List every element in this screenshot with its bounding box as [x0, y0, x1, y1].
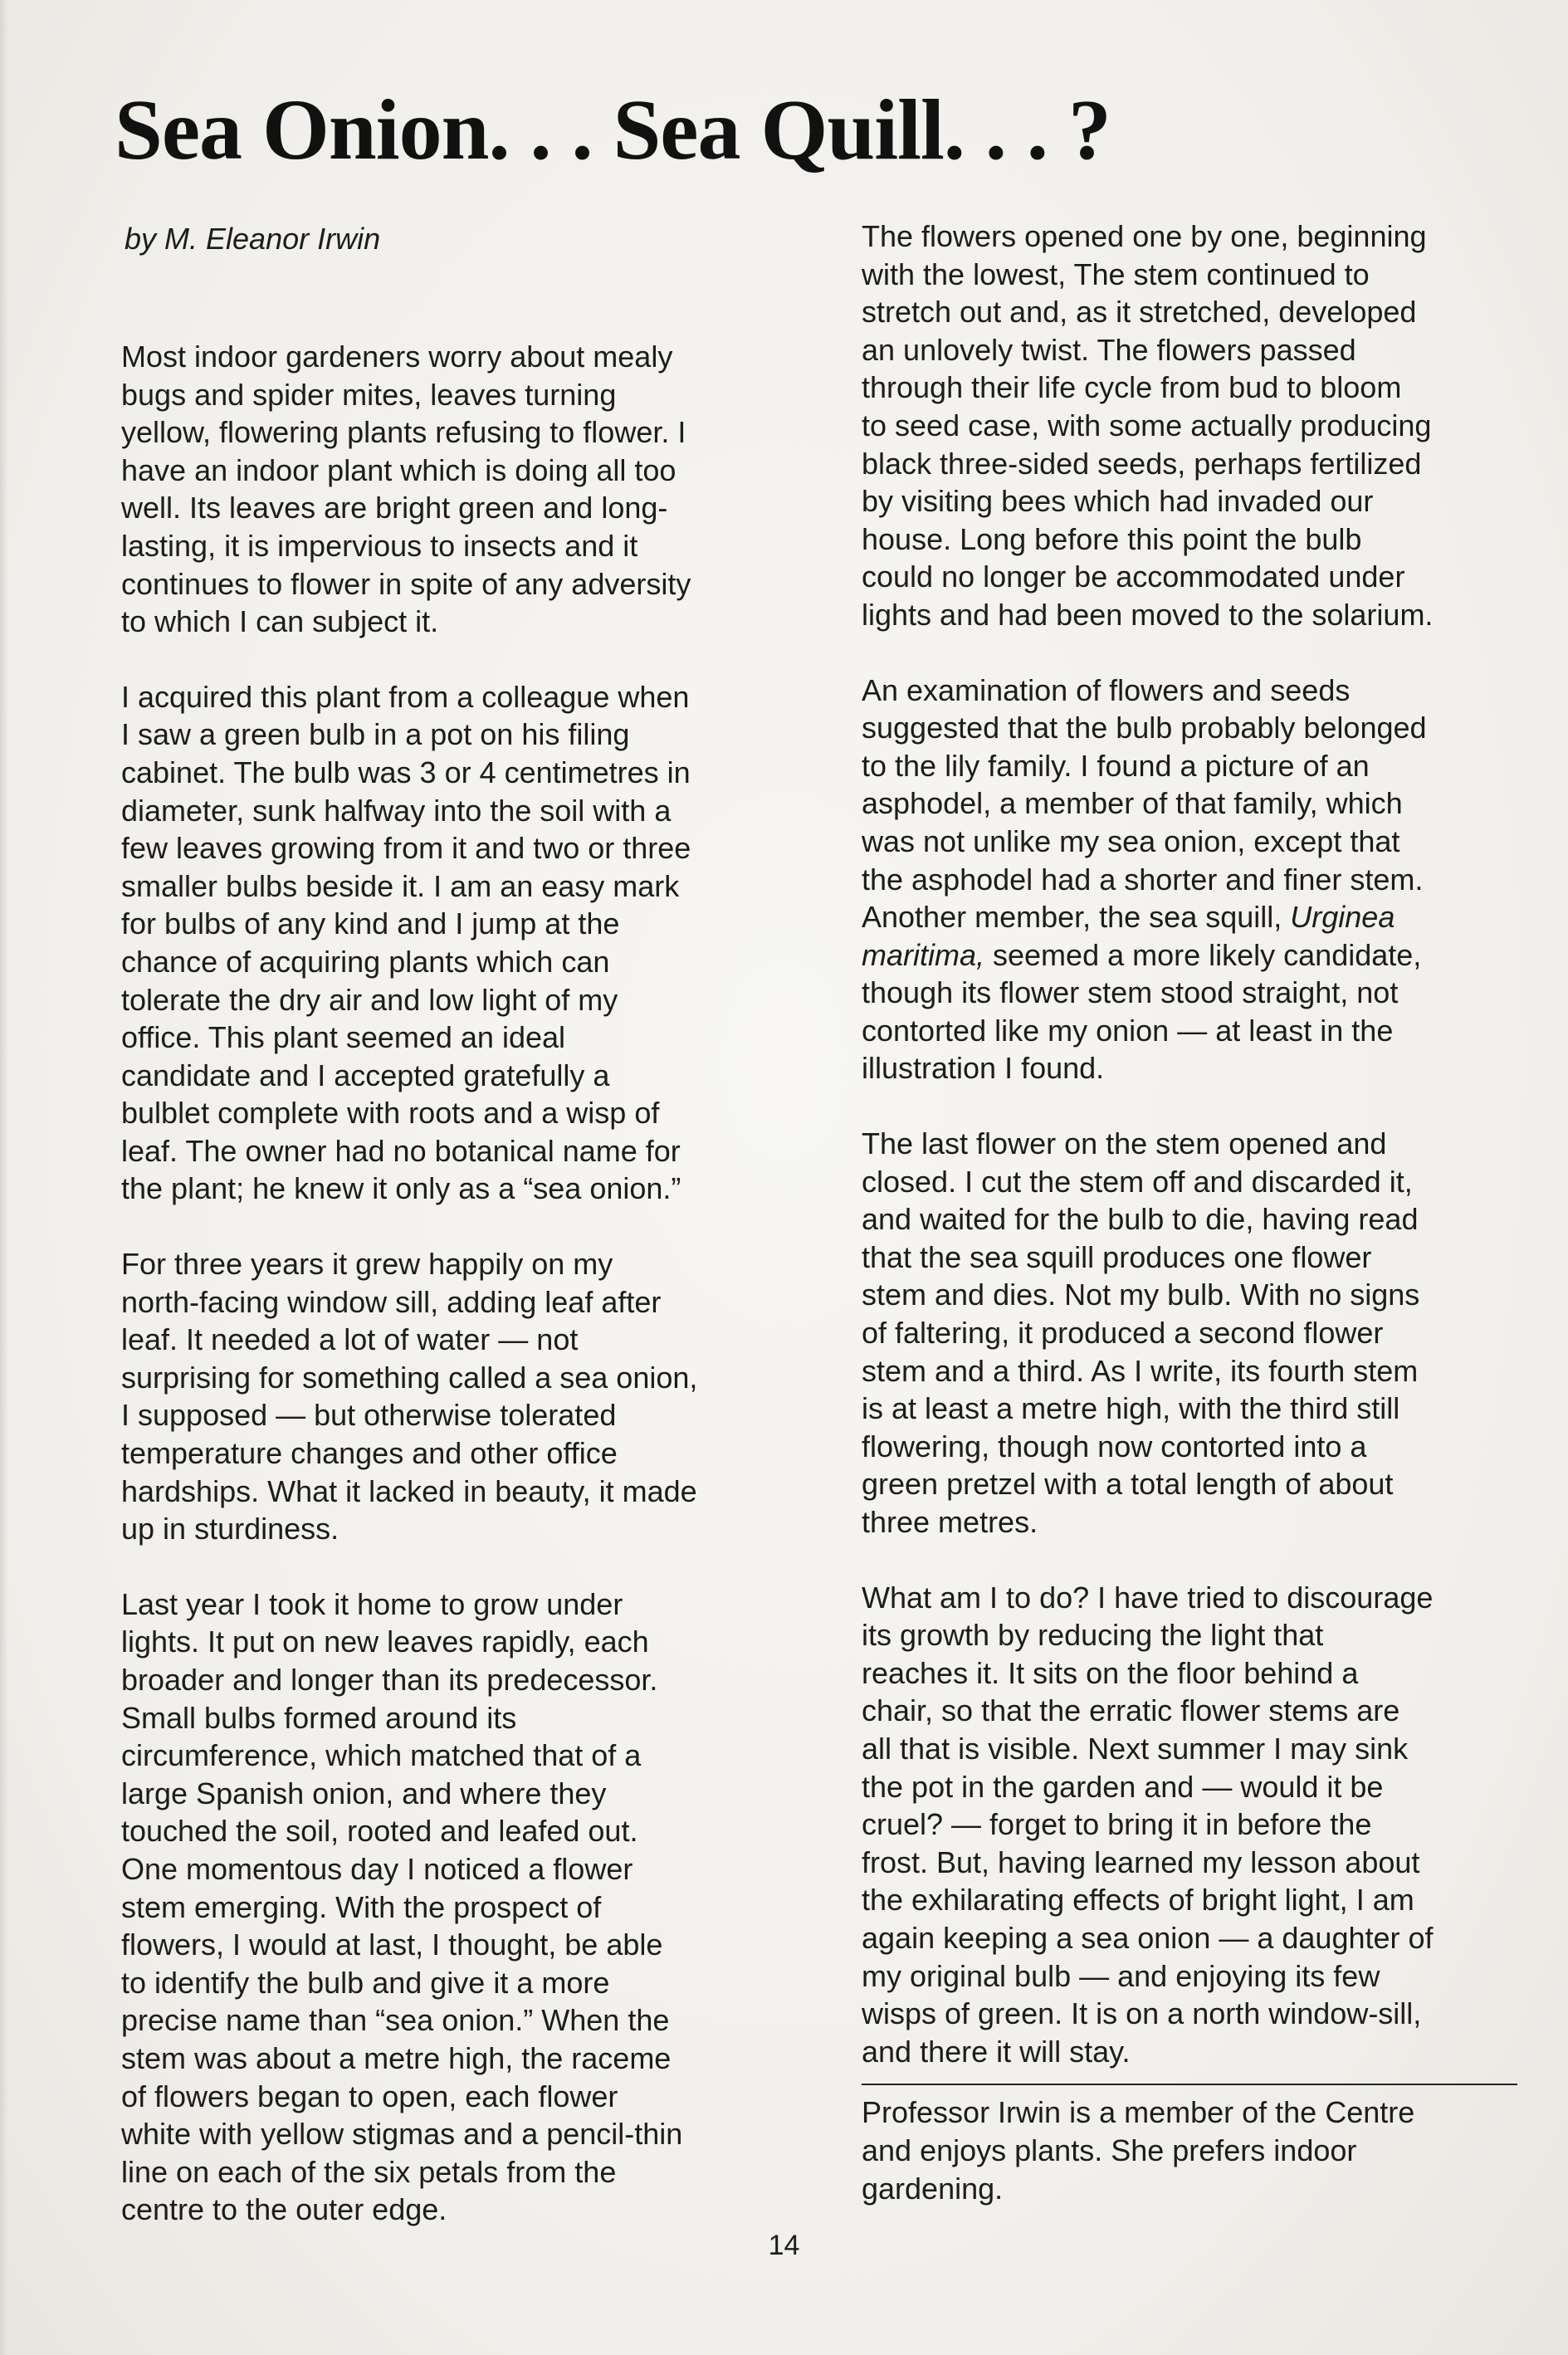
text-line: stem and a third. As I write, its fourth stem	[862, 1353, 1419, 1388]
text-line: stretch out and, as it stretched, developed	[862, 295, 1417, 330]
paragraph	[121, 338, 802, 641]
text-line: to identify the bulb and give it a more	[121, 1965, 610, 2000]
text-line: wisps of green. It is on a north window-sill,	[862, 1996, 1422, 2031]
right-column	[862, 217, 1534, 2207]
text-line: line on each of the six petals from the	[121, 2154, 617, 2189]
text-line: three metres.	[862, 1505, 1038, 1539]
text-line: and waited for the bulb to die, having read	[862, 1202, 1419, 1237]
text-line: continues to flower in spite of any adversity	[121, 566, 691, 601]
text-line: chance of acquiring plants which can	[121, 944, 610, 979]
text-line: Professor Irwin is a member of the Centre	[862, 2095, 1415, 2130]
text-line: to seed case, with some actually producing	[862, 408, 1432, 442]
article-title: Sea Onion. . . Sea Quill. . . ?	[115, 82, 1111, 178]
text-line: One momentous day I noticed a flower	[121, 1851, 633, 1886]
text-line: to the lily family. I found a picture of an	[862, 748, 1370, 783]
page-number: 14	[768, 2230, 800, 2261]
text-line: stem was about a metre high, the raceme	[121, 2040, 672, 2075]
text-line: for bulbs of any kind and I jump at the	[121, 906, 620, 941]
text-line: leaf. The owner had no botanical name for	[121, 1133, 681, 1168]
text-line: temperature changes and other office	[121, 1436, 618, 1471]
text-line: an unlovely twist. The flowers passed	[862, 332, 1356, 367]
text-line: circumference, which matched that of a	[121, 1738, 642, 1773]
text-line: illustration I found.	[862, 1051, 1105, 1086]
text-line: yellow, flowering plants refusing to flower. I	[121, 415, 686, 450]
text-line: north-facing window sill, adding leaf after	[121, 1284, 662, 1319]
text-line: frost. But, having learned my lesson about	[862, 1844, 1420, 1879]
text-line: to which I can subject it.	[121, 604, 439, 639]
text-line	[862, 936, 1534, 975]
text-line: well. Its leaves are bright green and long-	[121, 491, 668, 525]
text-line: bugs and spider mites, leaves turning	[121, 377, 617, 412]
text-run: seemed a more likely candidate,	[984, 937, 1422, 972]
paragraph	[121, 1585, 802, 2229]
text-line: is at least a metre high, with the third still	[862, 1391, 1400, 1426]
paragraph	[121, 678, 802, 1208]
paragraph	[862, 1125, 1534, 1541]
author-note	[862, 2094, 1534, 2207]
text-line: black three-sided seeds, perhaps fertilized	[862, 446, 1422, 481]
text-line: lights and had been moved to the solarium.	[862, 597, 1434, 632]
text-line: smaller bulbs beside it. I am an easy mark	[121, 868, 680, 903]
text-line: was not unlike my sea onion, except that	[862, 823, 1400, 858]
text-line: gardening.	[862, 2171, 1004, 2206]
text-line: Last year I took it home to grow under	[121, 1586, 623, 1621]
text-line: touched the soil, rooted and leafed out.	[121, 1814, 638, 1849]
paragraph	[862, 672, 1534, 1088]
text-line: diameter, sunk halfway into the soil with a	[121, 793, 672, 828]
text-line: hardships. What it lacked in beauty, it made	[121, 1473, 697, 1508]
text-line: cabinet. The bulb was 3 or 4 centimetres in	[121, 755, 691, 789]
text-line: with the lowest, The stem continued to	[862, 257, 1370, 291]
text-line: broader and longer than its predecessor.	[121, 1663, 658, 1697]
text-line: office. This plant seemed an ideal	[121, 1020, 566, 1055]
paragraph	[121, 1245, 802, 1548]
text-line: lights. It put on new leaves rapidly, each	[121, 1625, 649, 1659]
text-line: tolerate the dry air and low light of my	[121, 982, 618, 1017]
byline: by M. Eleanor Irwin	[125, 222, 381, 256]
text-line: my original bulb — and enjoying its few	[862, 1958, 1380, 1993]
text-line: though its flower stem stood straight, not	[862, 975, 1399, 1010]
text-line: large Spanish onion, and where they	[121, 1776, 607, 1810]
text-line: by visiting bees which had invaded our	[862, 484, 1374, 519]
text-line: What am I to do? I have tried to discourage	[862, 1580, 1434, 1615]
text-line: flowers, I would at last, I thought, be able	[121, 1927, 663, 1962]
text-line: chair, so that the erratic flower stems are	[862, 1693, 1400, 1728]
text-line: cruel? — forget to bring it in before the	[862, 1807, 1372, 1842]
text-line: The last flower on the stem opened and	[862, 1126, 1387, 1161]
text-line: I acquired this plant from a colleague when	[121, 679, 690, 714]
text-line: and enjoys plants. She prefers indoor	[862, 2133, 1357, 2167]
text-line: surprising for something called a sea onion,	[121, 1360, 698, 1395]
text-line: bulblet complete with roots and a wisp of	[121, 1096, 660, 1131]
text-line: its growth by reducing the light that	[862, 1618, 1324, 1653]
text-line: reaches it. It sits on the floor behind a	[862, 1655, 1359, 1690]
text-line: the asphodel had a shorter and finer stem.	[862, 862, 1424, 897]
text-line: I saw a green bulb in a pot on his filing	[121, 717, 630, 752]
text-line: I supposed — but otherwise tolerated	[121, 1398, 617, 1433]
left-column	[121, 338, 802, 2229]
text-line: Small bulbs formed around its	[121, 1700, 517, 1735]
text-line: and there it will stay.	[862, 2034, 1131, 2069]
text-line: all that is visible. Next summer I may sink	[862, 1731, 1409, 1766]
text-line: flowering, though now contorted into a	[862, 1429, 1367, 1463]
species-name-italic: maritima,	[862, 937, 985, 972]
text-line: have an indoor plant which is doing all too	[121, 452, 677, 487]
text-line: that the sea squill produces one flower	[862, 1239, 1372, 1274]
text-line: asphodel, a member of that family, which	[862, 786, 1403, 821]
text-line: stem emerging. With the prospect of	[121, 1889, 602, 1924]
text-line: up in sturdiness.	[121, 1512, 339, 1546]
text-line: green pretzel with a total length of about	[862, 1467, 1394, 1502]
text-line: through their life cycle from bud to bloom	[862, 370, 1402, 405]
text-line: candidate and I accepted gratefully a	[121, 1058, 610, 1092]
text-line: house. Long before this point the bulb	[862, 521, 1362, 556]
text-line: precise name than “sea onion.” When the	[121, 2003, 670, 2038]
text-line: could no longer be accommodated under	[862, 559, 1405, 594]
text-line: of flowers began to open, each flower	[121, 2079, 618, 2113]
text-line: The flowers opened one by one, beginning	[862, 219, 1427, 253]
text-line: the plant; he knew it only as a “sea onion.”	[121, 1171, 681, 1206]
text-line: suggested that the bulb probably belonged	[862, 711, 1427, 745]
species-name-italic: Urginea	[1290, 900, 1395, 935]
paragraph	[862, 217, 1534, 634]
text-line: An examination of flowers and seeds	[862, 672, 1351, 707]
text-line: closed. I cut the stem off and discarded it,	[862, 1164, 1413, 1199]
text-line: white with yellow stigmas and a pencil-thin	[121, 2117, 683, 2152]
text-line: the exhilarating effects of bright light, I am	[862, 1883, 1414, 1918]
text-line: few leaves growing from it and two or three	[121, 831, 691, 866]
text-run: Another member, the sea squill,	[862, 900, 1291, 935]
text-line: the pot in the garden and — would it be	[862, 1769, 1384, 1804]
page-edge-shadow	[0, 0, 8, 2355]
text-line: leaf. It needed a lot of water — not	[121, 1322, 579, 1357]
text-line: lasting, it is impervious to insects and it	[121, 528, 638, 563]
text-line: again keeping a sea onion — a daughter of	[862, 1920, 1434, 1955]
text-line: of faltering, it produced a second flower	[862, 1316, 1384, 1351]
text-line: centre to the outer edge.	[121, 2192, 447, 2227]
text-line	[862, 898, 1534, 936]
text-line: contorted like my onion — at least in the	[862, 1013, 1394, 1048]
paragraph	[862, 1579, 1534, 2071]
footnote-divider	[862, 2084, 1517, 2085]
text-line: Most indoor gardeners worry about mealy	[121, 340, 673, 374]
text-line: stem and dies. Not my bulb. With no signs	[862, 1278, 1420, 1312]
text-line: For three years it grew happily on my	[121, 1247, 613, 1282]
